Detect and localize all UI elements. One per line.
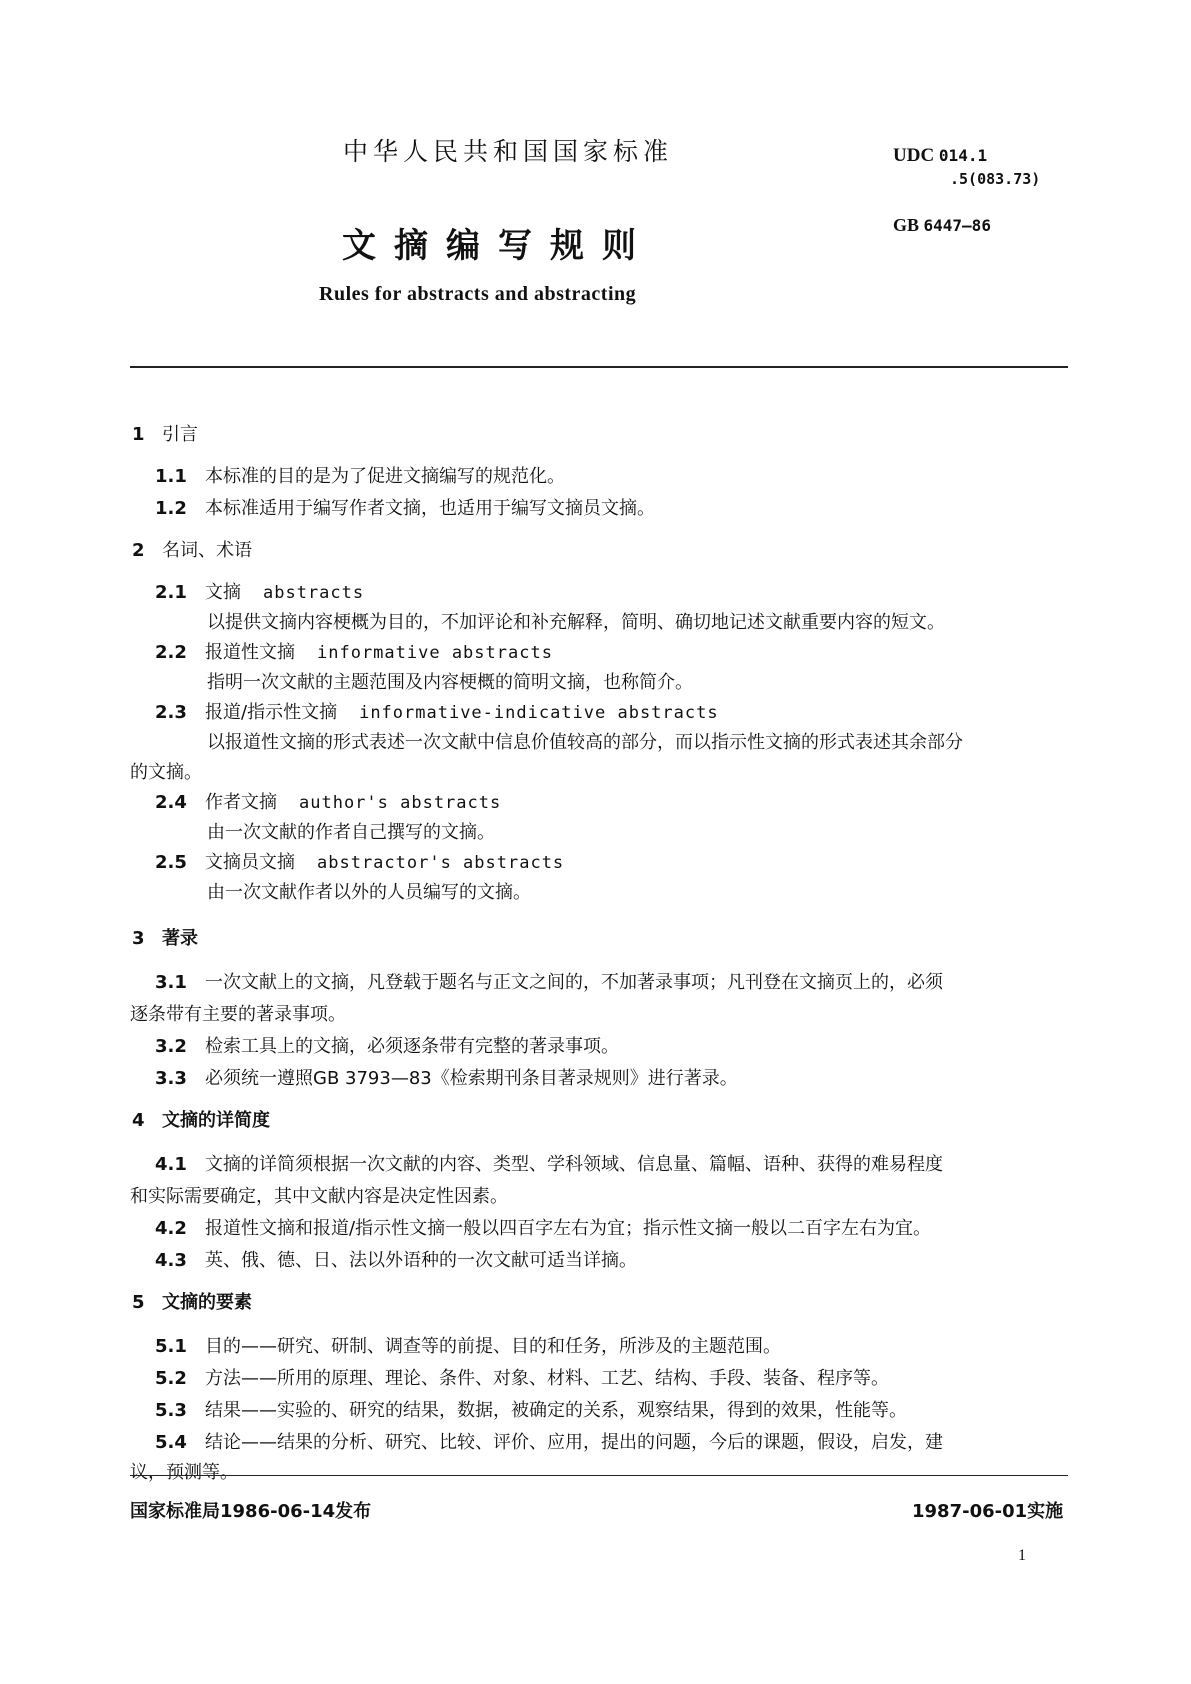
clause-text-continued: 和实际需要确定，其中文献内容是决定性因素。	[130, 1186, 508, 1207]
clause	[155, 1332, 781, 1358]
clause-text: 本标准适用于编写作者文摘，也适用于编写文摘员文摘。	[205, 498, 655, 519]
clause	[155, 1150, 943, 1176]
clause	[155, 1214, 931, 1240]
section-label: 文摘的详简度	[162, 1110, 270, 1131]
clause-text: 文摘的详简须根据一次文献的内容、类型、学科领域、信息量、篇幅、语种、获得的难易程度	[205, 1154, 943, 1175]
clause-number: 2.5	[155, 852, 187, 873]
clause-number: 3.3	[155, 1068, 187, 1089]
clause	[155, 1396, 907, 1422]
section-label: 引言	[162, 424, 198, 445]
term-entry	[155, 698, 719, 724]
term-definition: 指明一次文献的主题范围及内容梗概的简明文摘，也称简介。	[207, 672, 693, 693]
clause-text-continued: 议，预测等。	[130, 1462, 238, 1483]
clause-text-continued: 逐条带有主要的著录事项。	[130, 1004, 346, 1025]
clause-number: 5.4	[155, 1432, 187, 1453]
section-heading	[132, 536, 252, 562]
section-heading	[132, 924, 198, 950]
clause-number: 3.2	[155, 1036, 187, 1057]
clause-number: 4.2	[155, 1218, 187, 1239]
term-definition: 以提供文摘内容梗概为目的，不加评论和补充解释，简明、确切地记述文献重要内容的短文。	[207, 612, 945, 633]
clause-text: 必须统一遵照GB 3793—83《检索期刊条目著录规则》进行著录。	[205, 1068, 738, 1089]
clause-number: 2.4	[155, 792, 187, 813]
section-heading	[132, 1288, 252, 1314]
gb-number: 6447—86	[923, 216, 991, 235]
clause-number: 2.3	[155, 702, 187, 723]
clause-number: 5.1	[155, 1336, 187, 1357]
clause-number: 1.1	[155, 466, 187, 487]
section-heading	[132, 420, 198, 446]
term-english: informative abstracts	[317, 643, 553, 663]
clause-text: 目的——研究、研制、调查等的前提、目的和任务，所涉及的主题范围。	[205, 1336, 781, 1357]
clause	[155, 968, 943, 994]
clause-text: 方法——所用的原理、理论、条件、对象、材料、工艺、结构、手段、装备、程序等。	[205, 1368, 889, 1389]
term-english: author's abstracts	[299, 793, 502, 813]
gb-code	[893, 215, 991, 236]
clause	[155, 1246, 637, 1272]
udc-code-line2: .5(083.73)	[950, 170, 1041, 188]
clause-text: 检索工具上的文摘，必须逐条带有完整的著录事项。	[205, 1036, 619, 1057]
clause-text: 报道性文摘和报道/指示性文摘一般以四百字左右为宜；指示性文摘一般以二百字左右为宜。	[205, 1218, 932, 1239]
issue-date: 国家标准局1986-06-14发布	[130, 1501, 372, 1522]
clause-number: 2.2	[155, 642, 187, 663]
clause-number: 4.1	[155, 1154, 187, 1175]
term-entry	[155, 638, 553, 664]
section-label: 著录	[162, 928, 198, 949]
term-english: informative-indicative abstracts	[359, 703, 719, 723]
term-chinese: 报道性文摘	[205, 642, 295, 663]
clause	[155, 1364, 889, 1390]
clause-number: 4.3	[155, 1250, 187, 1271]
term-entry	[155, 578, 364, 604]
clause-number: 2.1	[155, 582, 187, 603]
term-chinese: 作者文摘	[205, 792, 277, 813]
section-number: 1	[132, 424, 145, 445]
term-definition-continued: 的文摘。	[130, 762, 202, 783]
clause	[155, 462, 565, 488]
clause-number: 3.1	[155, 972, 187, 993]
section-number: 2	[132, 540, 145, 561]
term-chinese: 报道/指示性文摘	[205, 702, 338, 723]
section-label: 文摘的要素	[162, 1292, 252, 1313]
term-entry	[155, 848, 564, 874]
term-chinese: 文摘	[205, 582, 241, 603]
standard-name: 中华人民共和国国家标准	[343, 137, 674, 166]
clause-number: 1.2	[155, 498, 187, 519]
term-english: abstractor's abstracts	[317, 853, 565, 873]
footer-divider	[130, 1475, 1068, 1476]
gb-label: GB	[893, 215, 920, 235]
clause	[155, 1064, 738, 1090]
document-title: 文摘编写规则	[342, 226, 654, 266]
term-entry	[155, 788, 501, 814]
section-label: 名词、术语	[162, 540, 252, 561]
page-number: 1	[1018, 1547, 1026, 1564]
udc-label: UDC	[893, 145, 935, 166]
clause-number: 5.3	[155, 1400, 187, 1421]
section-heading	[132, 1106, 270, 1132]
term-english: abstracts	[263, 583, 365, 603]
section-number: 3	[132, 928, 145, 949]
term-chinese: 文摘员文摘	[205, 852, 295, 873]
udc-code	[893, 145, 987, 167]
term-definition: 以报道性文摘的形式表述一次文献中信息价值较高的部分，而以指示性文摘的形式表述其余部分	[207, 732, 963, 753]
clause-text: 结论——结果的分析、研究、比较、评价、应用，提出的问题，今后的课题，假设，启发，建	[205, 1432, 943, 1453]
clause-text: 本标准的目的是为了促进文摘编写的规范化。	[205, 466, 565, 487]
section-number: 5	[132, 1292, 145, 1313]
effective-date: 1987-06-01实施	[912, 1501, 1064, 1522]
clause	[155, 494, 655, 520]
clause-text: 英、俄、德、日、法以外语种的一次文献可适当详摘。	[205, 1250, 637, 1271]
document-title-english: Rules for abstracts and abstracting	[319, 283, 637, 305]
term-definition: 由一次文献作者以外的人员编写的文摘。	[207, 882, 531, 903]
udc-number: 014.1	[938, 146, 988, 165]
term-definition: 由一次文献的作者自己撰写的文摘。	[207, 822, 495, 843]
clause-text: 结果——实验的、研究的结果，数据，被确定的关系，观察结果，得到的效果，性能等。	[205, 1400, 907, 1421]
clause	[155, 1428, 943, 1454]
section-number: 4	[132, 1110, 145, 1131]
clause	[155, 1032, 619, 1058]
clause-number: 5.2	[155, 1368, 187, 1389]
clause-text: 一次文献上的文摘，凡登载于题名与正文之间的，不加著录事项；凡刊登在文摘页上的，必须	[205, 972, 943, 993]
header-divider	[130, 366, 1068, 368]
